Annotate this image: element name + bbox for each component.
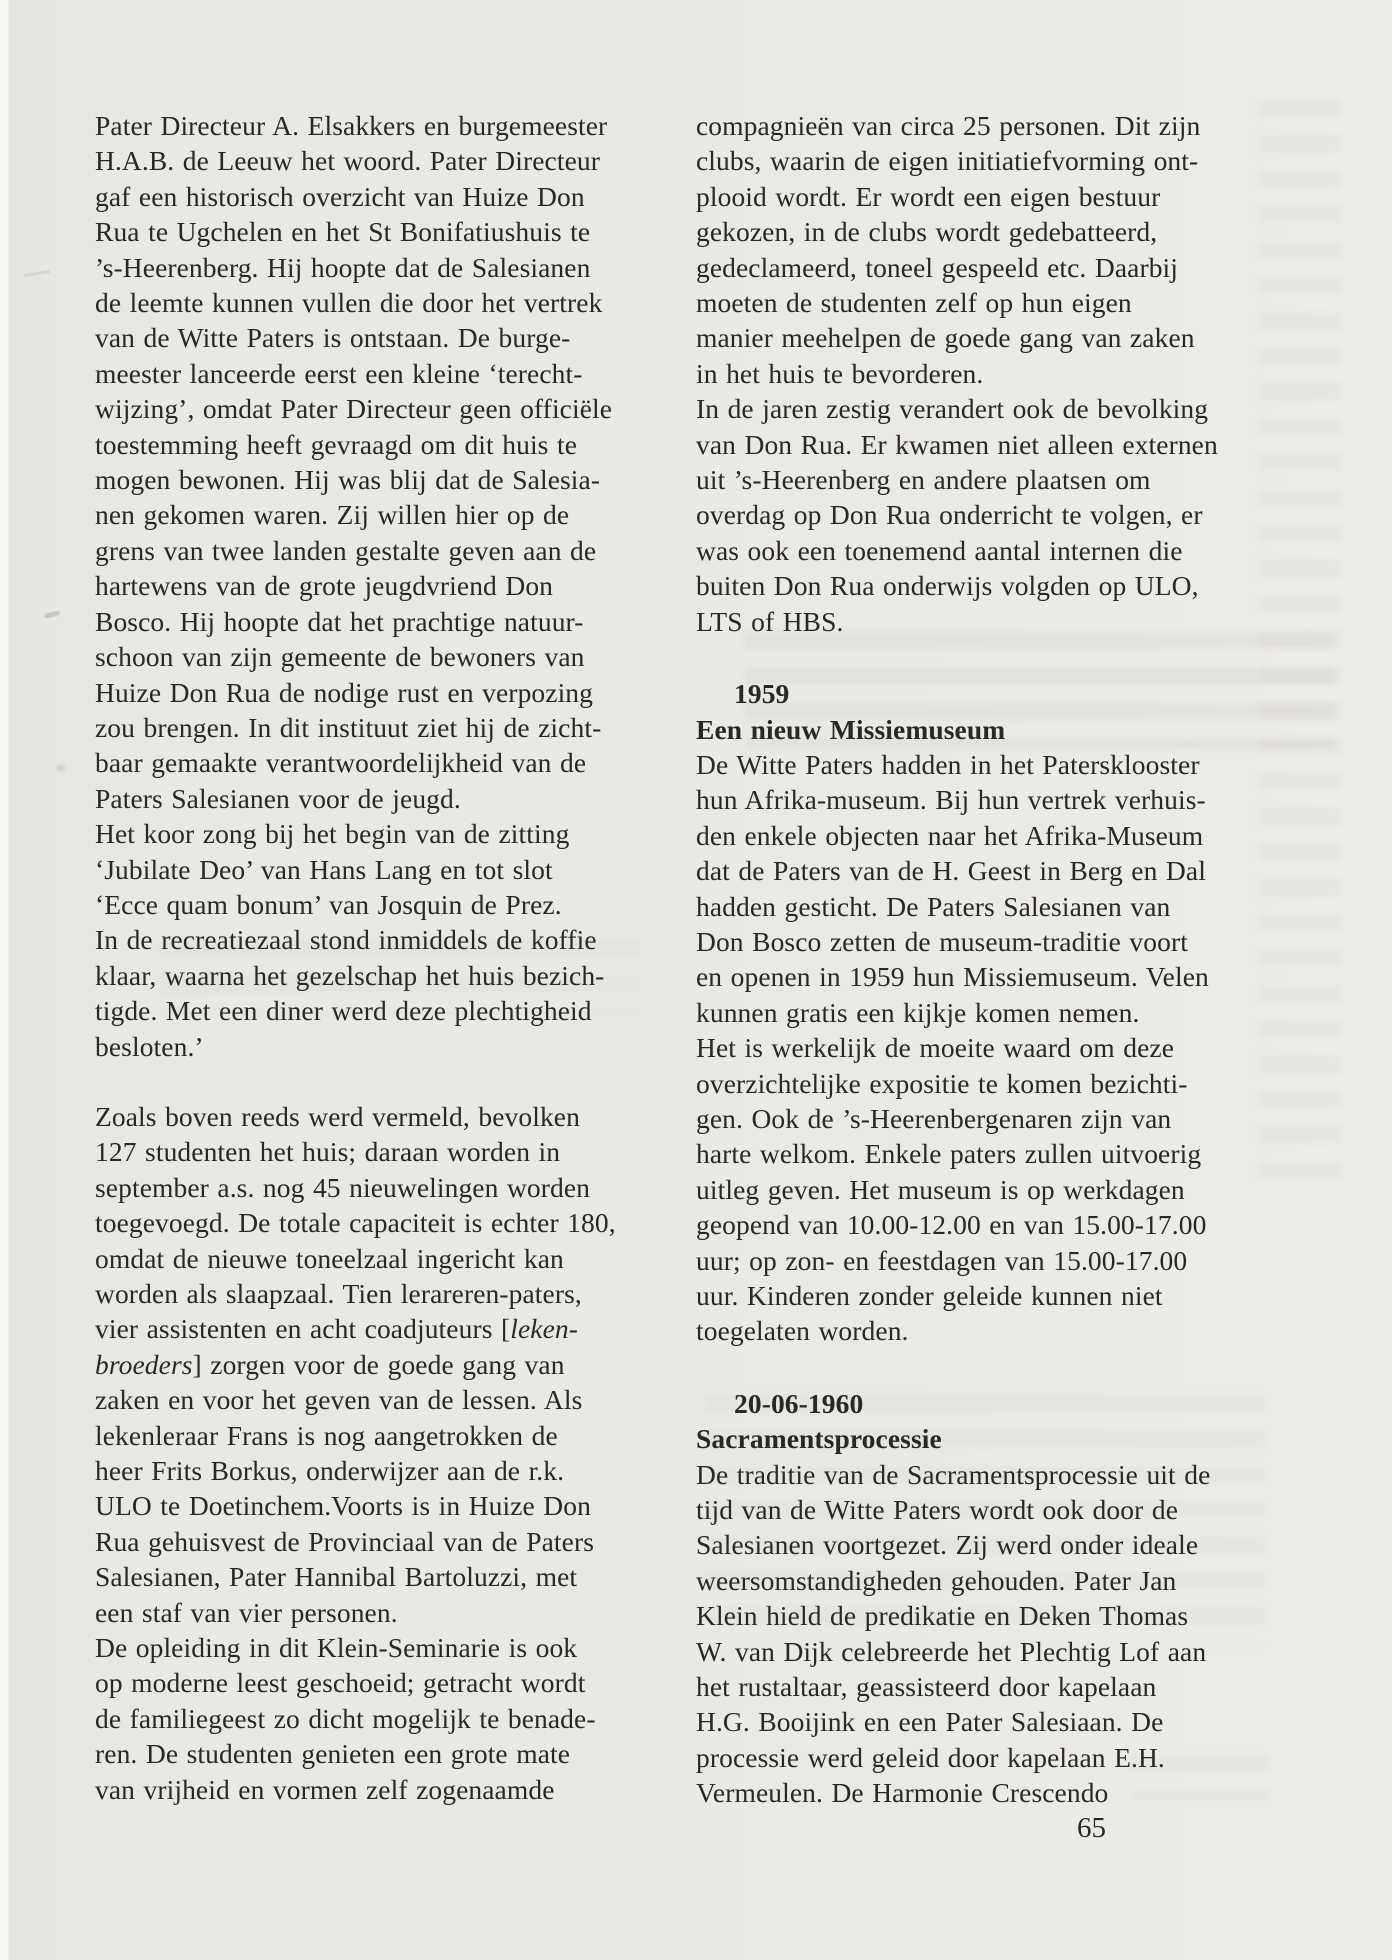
text-line: gekozen, in de clubs wordt gedebatteerd, (696, 216, 1158, 248)
text-line: grens van twee landen gestalte geven aan de (95, 534, 597, 566)
text-line: In de jaren zestig verandert ook de bevolking (696, 393, 1209, 425)
text-line: overdag op Don Rua onderricht te volgen, er (696, 499, 1203, 531)
text-line: in het huis te bevorderen. (696, 357, 984, 389)
text-line: tijd van de Witte Paters wordt ook door de (696, 1494, 1178, 1526)
text-line: H.G. Booijink en een Pater Salesiaan. De (696, 1706, 1164, 1738)
text-line: broeders] zorgen voor de goede gang van (95, 1348, 565, 1380)
text-line: tigde. Met een diner werd deze plechtigheid (95, 995, 592, 1027)
text-line: W. van Dijk celebreerde het Plechtig Lof aan (696, 1635, 1207, 1667)
text-line: worden als slaapzaal. Tien lerareren-paters, (95, 1278, 582, 1309)
text-line: omdat de nieuwe toneelzaal ingericht kan (95, 1242, 564, 1274)
text-line: overzichtelijke expositie te komen bezichti- (696, 1067, 1188, 1099)
text-line: hartewens van de grote jeugdvriend Don (95, 570, 554, 602)
text-line: Vermeulen. De Harmonie Crescendo (696, 1777, 1109, 1809)
text-line: besloten.’ (95, 1030, 204, 1062)
text-line: In de recreatiezaal stond inmiddels de koffie (95, 924, 597, 956)
text-line: van vrijheid en vormen zelf zogenaamde (95, 1773, 555, 1805)
text-line: plooid wordt. Er wordt een eigen bestuur (696, 180, 1161, 212)
text-line: schoon van zijn gemeente de bewoners van (95, 641, 585, 673)
text-line: hun Afrika-museum. Bij hun vertrek verhuis- (696, 784, 1206, 816)
scratch-mark (24, 270, 50, 277)
text-line: lekenleraar Frans is nog aangetrokken de (95, 1419, 558, 1451)
left-column (95, 108, 685, 1807)
ink-speck (56, 764, 65, 772)
text-line: en openen in 1959 hun Missiemuseum. Velen (696, 961, 1209, 993)
text-line: nen gekomen waren. Zij willen hier op de (95, 499, 570, 531)
text-line: wijzing’, omdat Pater Directeur geen officiële (95, 393, 613, 425)
text-line: geopend van 10.00-12.00 en van 15.00-17.00 (696, 1209, 1207, 1241)
text-line: 127 studenten het huis; daraan worden in (95, 1136, 561, 1168)
text-line: Paters Salesianen voor de jeugd. (95, 782, 461, 814)
text-line: Zoals boven reeds werd vermeld, bevolken (95, 1100, 580, 1132)
text-line: harte welkom. Enkele paters zullen uitvoerig (696, 1138, 1202, 1170)
text-line: dat de Paters van de H. Geest in Berg en Dal (696, 855, 1206, 887)
text-line: meester lanceerde eerst een kleine ‘terecht- (95, 357, 583, 389)
text-line: uur. Kinderen zonder geleide kunnen niet (696, 1280, 1163, 1311)
text-line: toestemming heeft gevraagd om dit huis te (95, 428, 578, 460)
text-line: mogen bewonen. Hij was blij dat de Salesia- (95, 464, 601, 496)
text-line: den enkele objecten naar het Afrika-Museum (696, 819, 1204, 851)
text-line: De traditie van de Sacramentsprocessie uit de (696, 1458, 1211, 1490)
text-line: een staf van vier personen. (95, 1596, 398, 1628)
text-line: ‘Jubilate Deo’ van Hans Lang en tot slot (95, 853, 553, 885)
text-line: buiten Don Rua onderwijs volgden op ULO, (696, 570, 1199, 602)
ink-speck (44, 610, 61, 618)
text-line: Bosco. Hij hoopte dat het prachtige natuur- (95, 605, 584, 637)
text-line: Het is werkelijk de moeite waard om deze (696, 1032, 1174, 1064)
italic-text: broeders (95, 1348, 193, 1380)
text-line: Salesianen, Pater Hannibal Bartoluzzi, met (95, 1561, 578, 1593)
text-line: Klein hield de predikatie en Deken Thomas (696, 1600, 1189, 1632)
text-line: ULO te Doetinchem.Voorts is in Huize Don (95, 1490, 591, 1522)
text-line: toegevoegd. De totale capaciteit is echter 180, (95, 1207, 616, 1239)
right-column (696, 108, 1286, 1811)
text-line: Het koor zong bij het begin van de zitting (95, 818, 570, 850)
paragraph (95, 108, 685, 1064)
text-line: weersomstandigheden gehouden. Pater Jan (696, 1564, 1177, 1596)
text-line: gedeclameerd, toneel gespeeld etc. Daarbij (696, 251, 1179, 283)
text-line: uitleg geven. Het museum is op werkdagen (696, 1173, 1185, 1205)
text-line: het rustaltaar, geassisteerd door kapelaan (696, 1671, 1157, 1703)
text-line: zaken en voor het geven van de lessen. Als (95, 1384, 583, 1416)
page-number: 65 (1077, 1812, 1106, 1844)
page-gutter-highlight (0, 0, 8, 1960)
text-line: toegelaten worden. (696, 1315, 909, 1347)
text-line: Salesianen voortgezet. Zij werd onder ideale (696, 1529, 1199, 1561)
text-line: hadden gesticht. De Paters Salesianen van (696, 890, 1171, 922)
paragraph (696, 108, 1286, 639)
text-line: zou brengen. In dit instituut ziet hij de zicht- (95, 711, 602, 743)
text-line: ’s-Heerenberg. Hij hoopte dat de Salesianen (95, 251, 591, 283)
paragraph (95, 1099, 685, 1807)
text-line: baar gemaakte verantwoordelijkheid van de (95, 747, 587, 779)
text-line: De Witte Paters hadden in het Patersklooster (696, 748, 1200, 780)
dated-section (696, 676, 1286, 1349)
text-line: Rua te Ugchelen en het St Bonifatiushuis te (95, 216, 591, 248)
text-line: klaar, waarna het gezelschap het huis bezich- (95, 959, 605, 991)
text-line: kunnen gratis een kijkje komen nemen. (696, 996, 1140, 1028)
text-line: Rua gehuisvest de Provinciaal van de Paters (95, 1525, 595, 1557)
text-line: gaf een historisch overzicht van Huize Don (95, 180, 585, 212)
text-line: processie werd geleid door kapelaan E.H. (696, 1741, 1165, 1773)
text-line: Huize Don Rua de nodige rust en verpozing (95, 676, 594, 708)
text-line: uur; op zon- en feestdagen van 15.00-17.00 (696, 1244, 1188, 1276)
text-line: van de Witte Paters is ontstaan. De burge- (95, 322, 571, 354)
text-line: compagnieën van circa 25 personen. Dit zijn (696, 110, 1201, 141)
text-line: de familiegeest zo dicht mogelijk te benade- (95, 1702, 596, 1734)
text-line: H.A.B. de Leeuw het woord. Pater Directeur (95, 145, 600, 177)
text-line: ren. De studenten genieten een grote mate (95, 1738, 571, 1770)
dated-section (696, 1386, 1286, 1811)
text-line: uit ’s-Heerenberg en andere plaatsen om (696, 464, 1151, 496)
text-line: was ook een toenemend aantal internen die (696, 534, 1183, 566)
text-line: Don Bosco zetten de museum-traditie voort (696, 925, 1188, 957)
text-line: van Don Rua. Er kwamen niet alleen externen (696, 428, 1218, 460)
text-line: moeten de studenten zelf op hun eigen (696, 287, 1132, 319)
text-line: heer Frits Borkus, onderwijzer aan de r.k. (95, 1455, 565, 1487)
text-line: vier assistenten en acht coadjuteurs [leken- (95, 1313, 579, 1345)
text-line: De opleiding in dit Klein-Seminarie is ook (95, 1632, 578, 1664)
section-date: 20-06-1960 (734, 1387, 864, 1419)
text-line: op moderne leest geschoeid; getracht wordt (95, 1667, 586, 1699)
text-line: gen. Ook de ’s-Heerenbergenaren zijn van (696, 1102, 1172, 1134)
section-title: Sacramentsprocessie (696, 1423, 942, 1455)
text-line: ‘Ecce quam bonum’ van Josquin de Prez. (95, 888, 562, 920)
text-line: Pater Directeur A. Elsakkers en burgemeester (95, 110, 608, 141)
text-line: manier meehelpen de goede gang van zaken (696, 322, 1195, 354)
text-line: LTS of HBS. (696, 605, 844, 637)
italic-text: leken- (510, 1313, 579, 1345)
text-line: september a.s. nog 45 nieuwelingen worden (95, 1171, 591, 1203)
text-line: de leemte kunnen vullen die door het vertrek (95, 287, 603, 319)
text-line: clubs, waarin de eigen initiatiefvorming ont- (696, 145, 1199, 177)
section-title: Een nieuw Missiemuseum (696, 713, 1006, 745)
section-date: 1959 (734, 678, 790, 710)
